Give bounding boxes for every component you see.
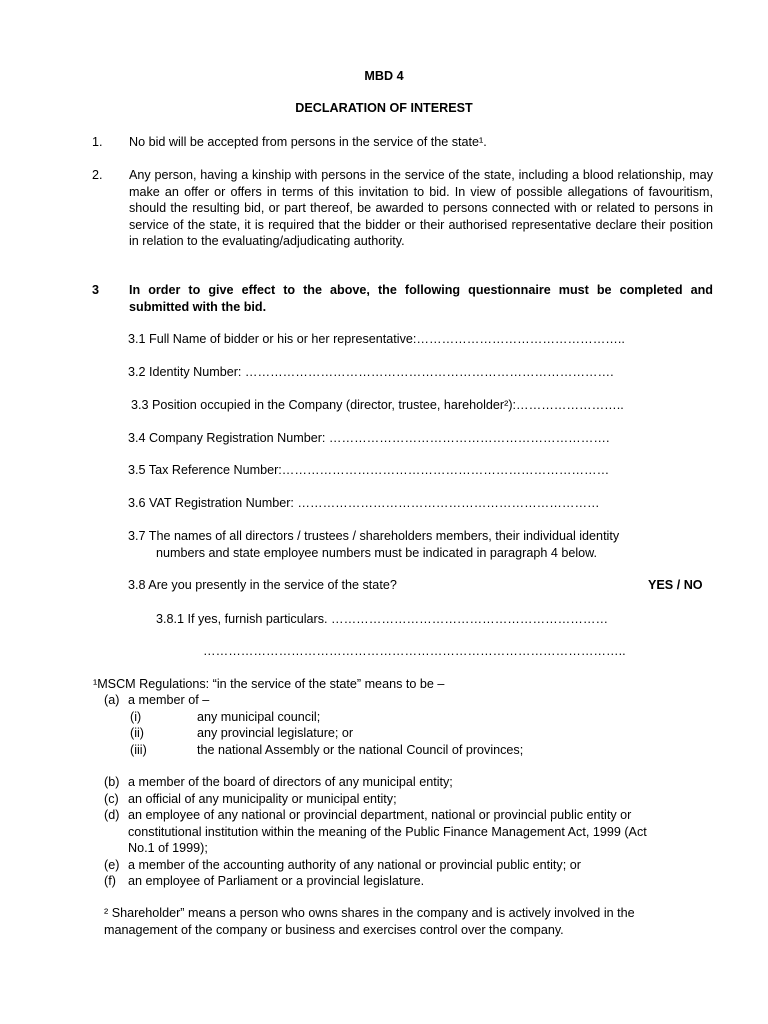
footnote-1-d-line-1: an employee of any national or provincial department, national or provincial public entity or (128, 808, 632, 822)
item-2-text: Any person, having a kinship with persons in the service of the state, including a blood relationship, may make an offer or offers in terms of this invitation to bid. In view of possible allegations of favouritism, should the resulting bid, or part thereof, be awarded to persons connected with or related to persons in service of the state, it is required that the bidder or their authorised representative declare their position in relation to the evaluating/adjudicating authority. (129, 168, 713, 249)
footnote-1-b-label: (b) (104, 775, 120, 789)
footnote-1-f-label: (f) (104, 874, 116, 888)
footnote-1-sub-ii-label: (ii) (130, 726, 144, 740)
footnote-2-line-2: management of the company or business and exercises control over the company. (104, 923, 564, 937)
question-3-7-line-2: numbers and state employee numbers must be indicated in paragraph 4 below. (156, 546, 598, 560)
footnote-1-c-label: (c) (104, 792, 119, 806)
question-3-1-full-name: 3.1 Full Name of bidder or his or her representative:………………………………………….. (128, 332, 625, 346)
footnote-1-sub-iii-label: (iii) (130, 743, 147, 757)
question-3-2-identity-number: 3.2 Identity Number: ……………………………………………………………………………. (128, 365, 614, 379)
item-1-text: No bid will be accepted from persons in the service of the state¹. (129, 135, 487, 149)
footnote-1-e-text: a member of the accounting authority of any national or provincial public entity; or (128, 858, 581, 872)
footnote-1-heading: ¹MSCM Regulations: “in the service of the state” means to be – (93, 677, 445, 691)
question-3-7-line-1: 3.7 The names of all directors / trustees / shareholders members, their individual identity (128, 529, 620, 543)
footnote-1-a-text: a member of – (128, 693, 210, 707)
footnote-1-b-text: a member of the board of directors of any municipal entity; (128, 775, 453, 789)
question-3-3-position: 3.3 Position occupied in the Company (director, trustee, hareholder²):…………………….. (131, 398, 624, 412)
footnote-1-f-text: an employee of Parliament or a provincial legislature. (128, 874, 425, 888)
footnote-1-d-line-2: constitutional institution within the meaning of the Public Finance Management Act, 1999 (Act (128, 825, 647, 839)
question-3-4-company-registration: 3.4 Company Registration Number: …………………………………………………………. (128, 431, 610, 445)
footnote-1-a-label: (a) (104, 693, 120, 707)
footnote-1-sub-i-text: any municipal council; (197, 710, 321, 724)
question-3-8-yes-no: YES / NO (648, 578, 703, 592)
question-3-5-tax-reference: 3.5 Tax Reference Number:…………………………………………………………………… (128, 463, 610, 477)
item-1-number: 1. (92, 135, 103, 149)
document-code: MBD 4 (364, 69, 404, 83)
footnote-1-d-label: (d) (104, 808, 120, 822)
item-2-number: 2. (92, 168, 103, 182)
item-3-number: 3 (92, 283, 100, 297)
footnote-1-sub-i-label: (i) (130, 710, 142, 724)
document-title: DECLARATION OF INTEREST (295, 101, 473, 115)
item-3-text: In order to give effect to the above, the following questionnaire must be completed and submitted with the bid. (129, 283, 713, 314)
footnote-2-line-1: ² Shareholder” means a person who owns shares in the company and is actively involved in the (104, 906, 635, 920)
question-3-8-1-continuation: ……………………………………………………………………………………….. (203, 644, 626, 658)
question-3-6-vat-registration: 3.6 VAT Registration Number: ……………………………………………………………… (128, 496, 600, 510)
question-3-8-1: 3.8.1 If yes, furnish particulars. ………………………………………………………… (156, 612, 609, 626)
question-3-8: 3.8 Are you presently in the service of the state? (128, 578, 397, 592)
footnote-1-e-label: (e) (104, 858, 120, 872)
footnote-1-d-line-3: No.1 of 1999); (128, 841, 208, 855)
footnote-1-sub-iii-text: the national Assembly or the national Council of provinces; (197, 743, 524, 757)
footnote-1-sub-ii-text: any provincial legislature; or (197, 726, 354, 740)
footnote-1-c-text: an official of any municipality or municipal entity; (128, 792, 397, 806)
